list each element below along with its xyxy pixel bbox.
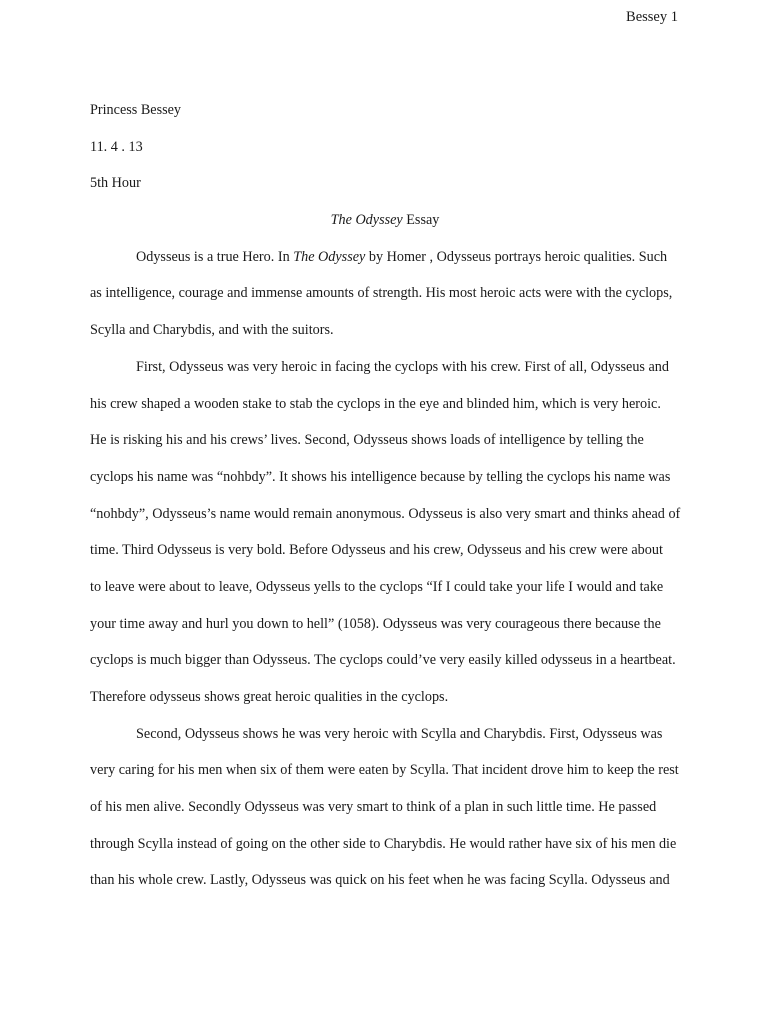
essay-title-rest: Essay xyxy=(402,212,440,229)
paragraph-3-line-3: of his men alive. Secondly Odysseus was very smart to think of a plan in such little time. He passed xyxy=(90,799,657,816)
paragraph-1-line-3: Scylla and Charybdis, and with the suitors. xyxy=(90,322,334,339)
paragraph-2-line-6: time. Third Odysseus is very bold. Before Odysseus and his crew, Odysseus and his crew were about xyxy=(90,542,663,559)
p1-text-a: Odysseus is a true Hero. In xyxy=(136,248,294,265)
class-period: 5th Hour xyxy=(90,175,141,192)
paragraph-2-line-3: He is risking his and his crews’ lives. Second, Odysseus shows loads of intelligence by telling the xyxy=(90,432,644,449)
essay-title-italic: The Odyssey xyxy=(330,212,403,229)
author-name: Princess Bessey xyxy=(90,102,182,118)
paragraph-2-line-1: First, Odysseus was very heroic in facing the cyclops with his crew. First of all, Odysseus and xyxy=(136,358,669,375)
paragraph-2-line-4: cyclops his name was “nohbdy”. It shows his intelligence because by telling the cyclops his name was xyxy=(90,468,671,485)
essay-title xyxy=(90,202,680,239)
p1-text-b: by Homer , Odysseus portrays heroic qualities. Such xyxy=(365,248,668,265)
paragraph-3-line-1: Second, Odysseus shows he was very heroic with Scylla and Charybdis. First, Odysseus was xyxy=(136,725,663,742)
paragraph-1-line-1 xyxy=(90,239,680,276)
essay-date: 11. 4 . 13 xyxy=(90,138,143,155)
paragraph-2-line-9: cyclops is much bigger than Odysseus. The cyclops could’ve very easily killed odysseus in a heartbeat. xyxy=(90,652,676,669)
running-head: Bessey 1 xyxy=(626,9,678,25)
paragraph-2-line-2: his crew shaped a wooden stake to stab the cyclops in the eye and blinded him, which is very heroic. xyxy=(90,395,661,412)
paragraph-3-line-5: than his whole crew. Lastly, Odysseus was quick on his feet when he was facing Scylla. Odysseus and xyxy=(90,872,670,889)
essay-body xyxy=(90,92,680,899)
paragraph-3-line-2: very caring for his men when six of them were eaten by Scylla. That incident drove him to keep the rest xyxy=(90,762,679,779)
paragraph-2-line-7: to leave were about to leave, Odysseus yells to the cyclops “If I could take your life I would and take xyxy=(90,578,664,595)
paragraph-1-line-2: as intelligence, courage and immense amounts of strength. His most heroic acts were with the cyclops, xyxy=(90,285,673,302)
paragraph-2-line-5: “nohbdy”, Odysseus’s name would remain anonymous. Odysseus is also very smart and thinks ahead of xyxy=(90,505,681,522)
paragraph-3-line-4: through Scylla instead of going on the other side to Charybdis. He would rather have six of his men die xyxy=(90,835,677,852)
paragraph-2-line-10: Therefore odysseus shows great heroic qualities in the cyclops. xyxy=(90,689,449,705)
p1-book-title: The Odyssey xyxy=(293,248,366,265)
paragraph-2-line-8: your time away and hurl you down to hell” (1058). Odysseus was very courageous there because the xyxy=(90,615,661,632)
